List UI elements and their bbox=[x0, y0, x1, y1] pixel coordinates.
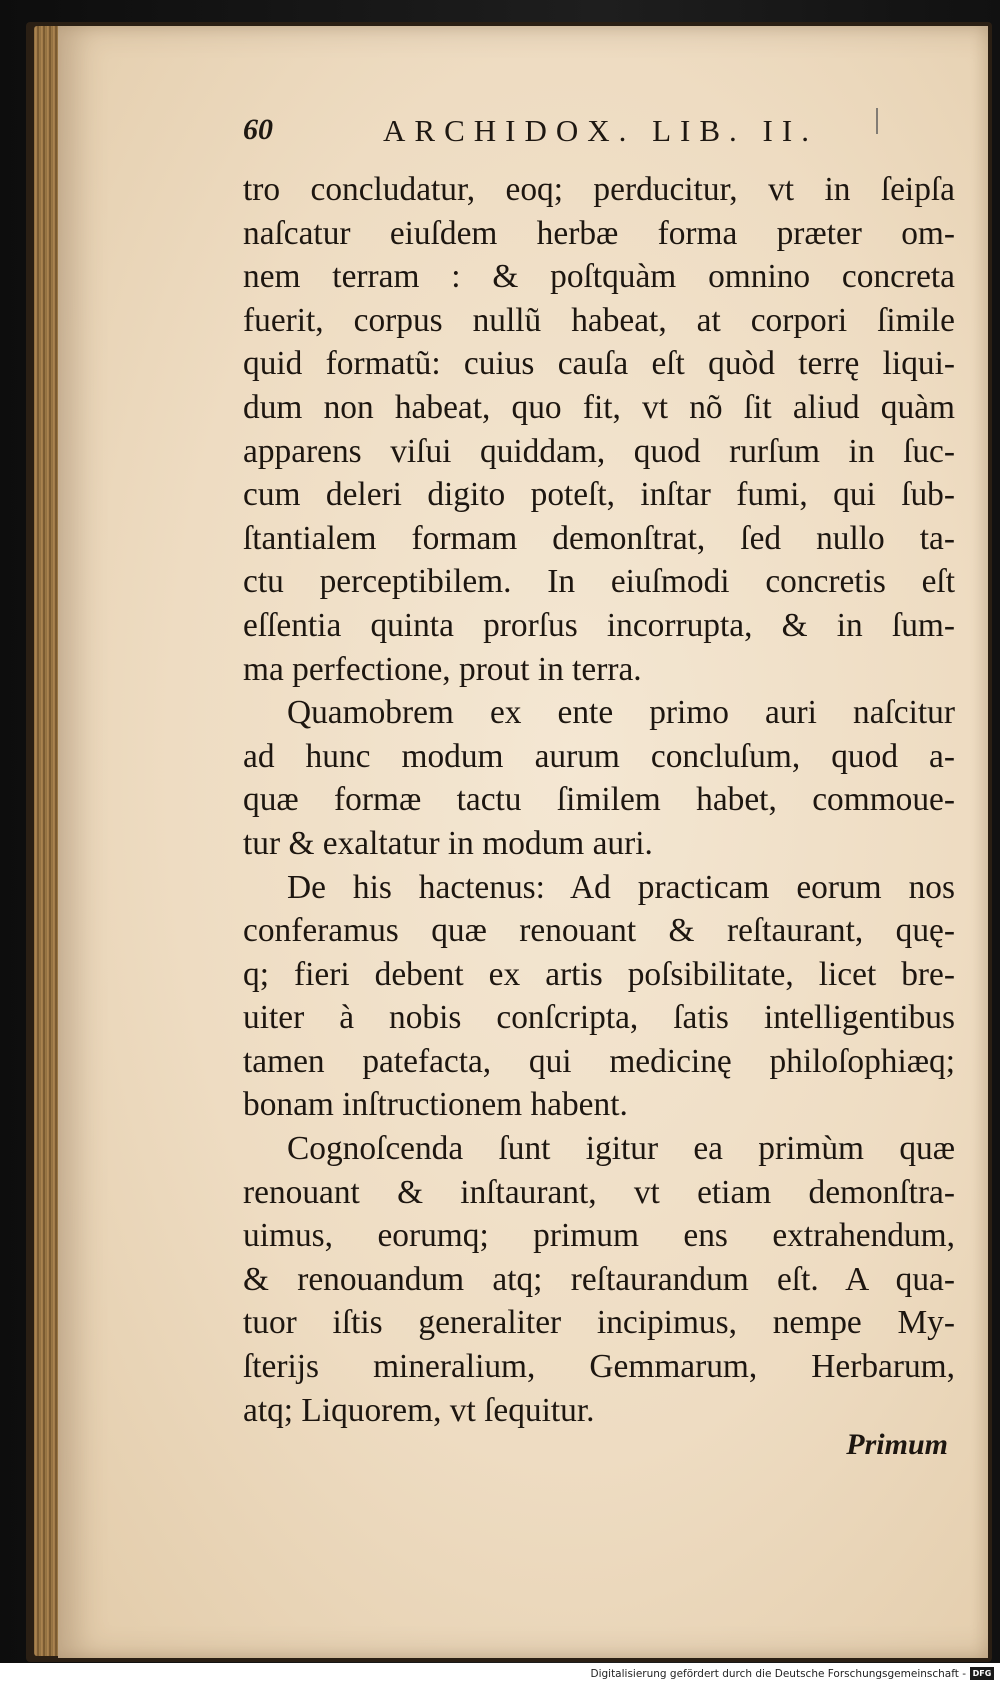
text-line: dum non habeat, quo fit, vt nõ ſit aliud quàm bbox=[243, 388, 955, 426]
text-line: quæ formæ tactu ſimilem habet, commoue- bbox=[243, 781, 955, 819]
funding-credit: Digitalisierung gefördert durch die Deutsche Forschungsgemeinschaft - bbox=[590, 1668, 966, 1680]
text-line: conferamus quæ renouant & reſtaurant, quę- bbox=[243, 912, 955, 950]
text-line: tuor iſtis generaliter incipimus, nempe My- bbox=[243, 1304, 955, 1342]
text-line: naſcatur eiuſdem herbæ forma præter om- bbox=[243, 214, 955, 252]
text-line: q; fieri debent ex artis poſsibilitate, licet bre- bbox=[243, 955, 955, 993]
text-line: cum deleri digito poteſt, inſtar fumi, qui ſub- bbox=[243, 476, 955, 514]
text-line: nem terram : & poſtquàm omnino concreta bbox=[243, 258, 955, 296]
running-title: ARCHIDOX. LIB. II. bbox=[383, 113, 818, 148]
text-line: tro concludatur, eoq; perducitur, vt in ſeipſa bbox=[243, 171, 955, 208]
pencil-mark bbox=[876, 108, 878, 134]
text-line: uiter à nobis conſcripta, ſatis intelligentibus bbox=[243, 999, 955, 1037]
text-line: uimus, eorumq; primum ens extrahendum, bbox=[243, 1217, 955, 1255]
page-number: 60 bbox=[243, 113, 273, 146]
text-line: ad hunc modum aurum concluſum, quod a- bbox=[243, 737, 955, 775]
body-text bbox=[243, 168, 955, 1432]
text-line: atq; Liquorem, vt ſequitur. bbox=[243, 1391, 595, 1429]
text-line: tamen patefacta, qui medicinę philoſophiæq; bbox=[243, 1042, 955, 1080]
dfg-logo: DFG bbox=[970, 1667, 994, 1680]
text-line: De his hactenus: Ad practicam eorum nos bbox=[287, 868, 955, 906]
text-line: quid formatũ: cuius cauſa eſt quòd terrę liqui- bbox=[243, 345, 955, 383]
text-line: apparens viſui quiddam, quod rurſum in ſuc- bbox=[243, 432, 955, 470]
text-line: ſtantialem formam demonſtrat, ſed nullo ta- bbox=[243, 519, 955, 557]
text-line: tur & exaltatur in modum auri. bbox=[243, 824, 653, 862]
footer-bar bbox=[0, 1663, 1000, 1683]
text-line: fuerit, corpus nullũ habeat, at corpori ſimile bbox=[243, 301, 955, 339]
running-head bbox=[243, 113, 863, 153]
text-line: Quamobrem ex ente primo auri naſcitur bbox=[287, 694, 955, 732]
text-line: & renouandum atq; reſtaurandum eſt. A qua- bbox=[243, 1260, 955, 1298]
text-line: ſterijs mineralium, Gemmarum, Herbarum, bbox=[243, 1348, 955, 1386]
text-line: eſſentia quinta prorſus incorrupta, & in ſum- bbox=[243, 606, 955, 644]
catchword: Primum bbox=[846, 1428, 948, 1461]
text-line: ma perfectione, prout in terra. bbox=[243, 650, 642, 688]
text-line: ctu perceptibilem. In eiuſmodi concretis eſt bbox=[243, 563, 955, 601]
text-line: Cognoſcenda ſunt igitur ea primùm quæ bbox=[287, 1130, 955, 1168]
text-line: bonam inſtructionem habent. bbox=[243, 1086, 628, 1124]
text-line: renouant & inſtaurant, vt etiam demonſtra- bbox=[243, 1173, 955, 1211]
